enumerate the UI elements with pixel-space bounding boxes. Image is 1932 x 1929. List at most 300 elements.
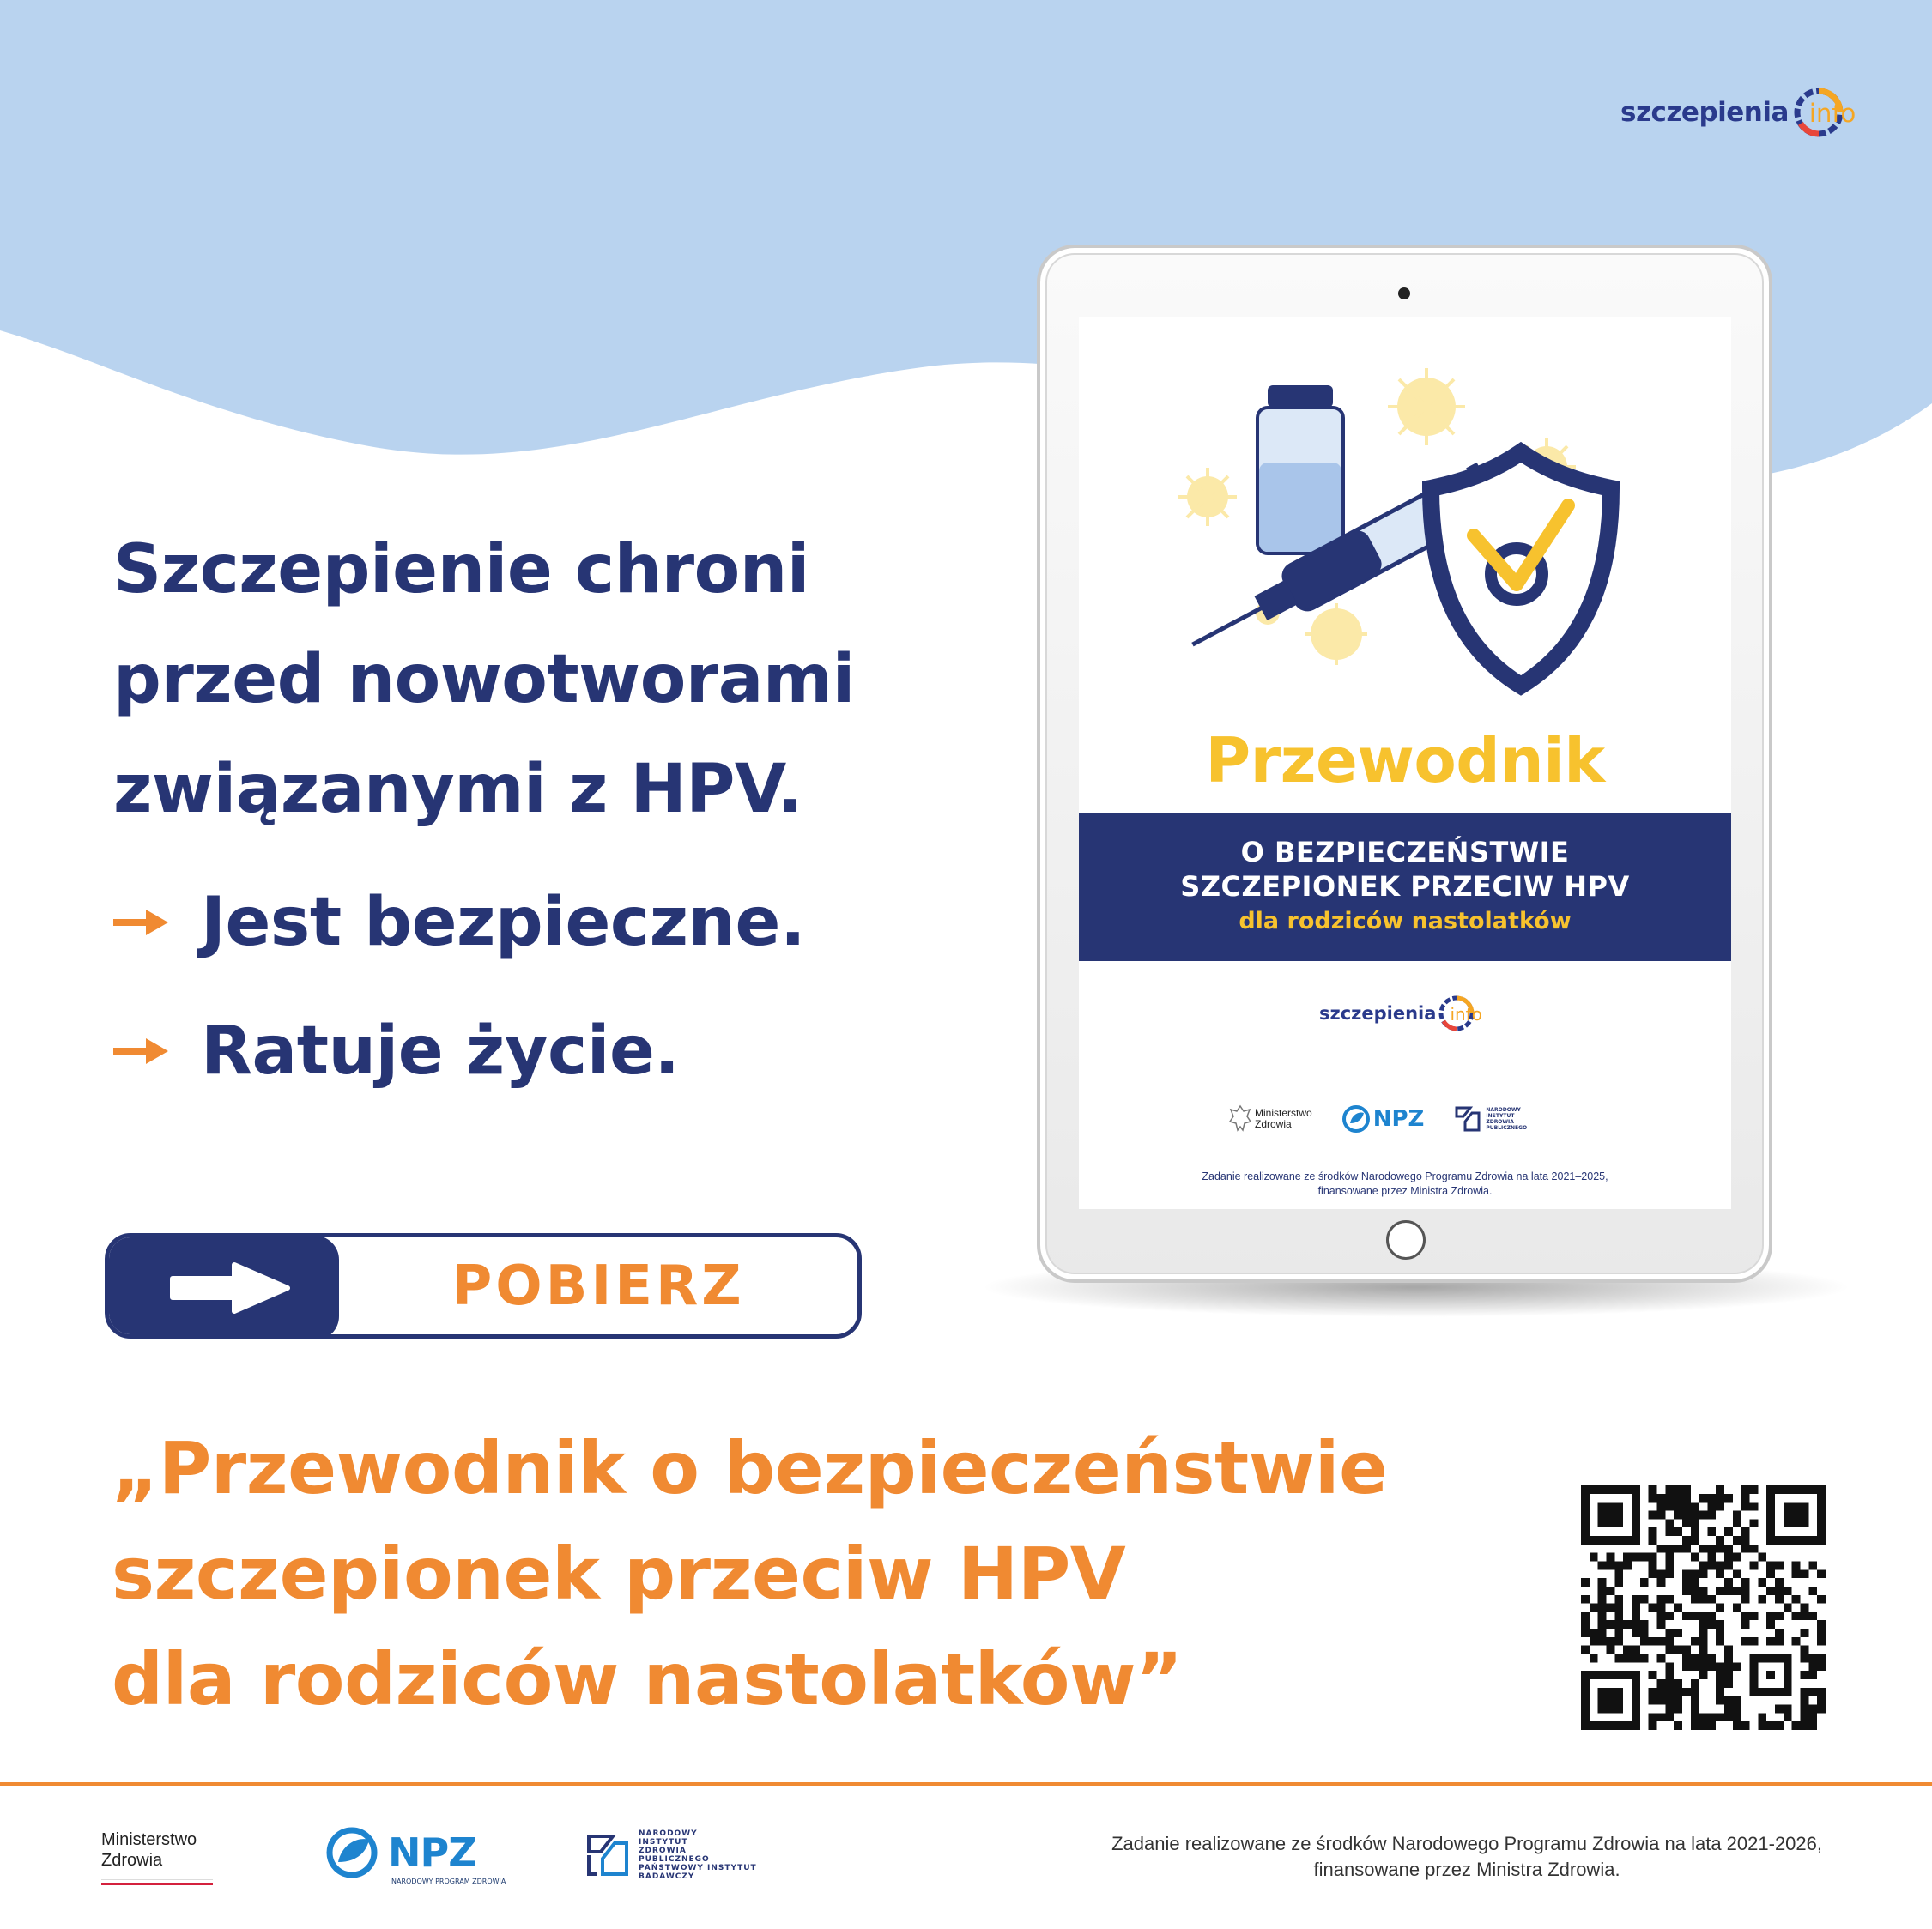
qr-module: [1775, 1587, 1784, 1595]
qr-module: [1741, 1595, 1750, 1604]
qr-module: [1750, 1612, 1759, 1620]
screen-mz-line-2: Zdrowia: [1255, 1118, 1292, 1130]
qr-module: [1674, 1545, 1682, 1553]
qr-module: [1716, 1536, 1724, 1545]
qr-module: [1649, 1561, 1657, 1569]
screen-partner-logos: [1229, 1104, 1527, 1134]
qr-module: [1614, 1612, 1623, 1620]
funding-note-line-1: Zadanie realizowane ze środków Narodowego Programu Zdrowia na lata 2021-2026,: [1111, 1833, 1822, 1854]
qr-module: [1817, 1696, 1826, 1705]
qr-module: [1665, 1646, 1674, 1654]
qr-module: [1775, 1612, 1784, 1620]
qr-module: [1649, 1604, 1657, 1612]
qr-module: [1699, 1637, 1708, 1646]
qr-module: [1674, 1510, 1682, 1519]
vaccine-shield-illustration: [1156, 360, 1637, 720]
qr-module: [1674, 1494, 1682, 1503]
qr-module: [1674, 1503, 1682, 1511]
nizp-emblem-icon: [1453, 1104, 1482, 1134]
npz-logo[interactable]: [324, 1826, 506, 1885]
qr-module: [1699, 1662, 1708, 1671]
qr-module: [1699, 1721, 1708, 1730]
headline: [113, 515, 937, 844]
qr-module: [1707, 1662, 1716, 1671]
qr-module: [1792, 1569, 1801, 1578]
qr-module: [1598, 1595, 1607, 1604]
qr-module: [1656, 1679, 1665, 1688]
screen-ministerstwo-zdrowia-logo: [1229, 1104, 1312, 1134]
qr-module: [1665, 1553, 1674, 1562]
qr-module: [1665, 1696, 1674, 1705]
qr-module: [1632, 1629, 1640, 1637]
qr-module: [1716, 1503, 1724, 1511]
qr-module: [1606, 1637, 1614, 1646]
qr-module: [1733, 1569, 1741, 1578]
qr-module: [1632, 1553, 1640, 1562]
qr-module: [1707, 1721, 1716, 1730]
qr-module: [1581, 1578, 1590, 1587]
qr-module: [1674, 1604, 1682, 1612]
polish-flag-stripe: [101, 1879, 213, 1885]
qr-module: [1775, 1595, 1784, 1604]
qr-module: [1716, 1713, 1724, 1721]
arrow-right-icon: [113, 908, 170, 937]
screen-nizp-logo: [1453, 1104, 1527, 1134]
qr-module: [1808, 1654, 1817, 1663]
nizp-logo[interactable]: [584, 1829, 757, 1881]
qr-module: [1801, 1713, 1809, 1721]
qr-module: [1817, 1637, 1826, 1646]
qr-module: [1691, 1713, 1699, 1721]
qr-module: [1750, 1545, 1759, 1553]
qr-module: [1741, 1612, 1750, 1620]
npz-emblem-icon: [1341, 1104, 1371, 1134]
qr-module: [1741, 1578, 1750, 1587]
qr-module: [1750, 1485, 1759, 1494]
qr-module: [1632, 1612, 1640, 1620]
qr-module: [1733, 1721, 1741, 1730]
qr-module: [1792, 1595, 1801, 1604]
qr-module: [1716, 1587, 1724, 1595]
qr-module: [1699, 1595, 1708, 1604]
qr-module: [1724, 1578, 1733, 1587]
qr-module: [1784, 1587, 1792, 1595]
qr-module: [1817, 1662, 1826, 1671]
qr-module: [1656, 1569, 1665, 1578]
qr-module: [1707, 1494, 1716, 1503]
qr-module: [1716, 1662, 1724, 1671]
download-button-icon-pill: [107, 1236, 339, 1339]
qr-code[interactable]: [1581, 1485, 1826, 1730]
download-button[interactable]: [105, 1233, 862, 1339]
qr-module: [1656, 1637, 1665, 1646]
qr-module: [1766, 1637, 1775, 1646]
qr-module: [1691, 1553, 1699, 1562]
qr-module: [1649, 1569, 1657, 1578]
qr-module: [1741, 1527, 1750, 1536]
qr-module: [1741, 1587, 1750, 1595]
qr-module: [1656, 1620, 1665, 1629]
screen-funding-note-line-2: finansowane przez Ministra Zdrowia.: [1317, 1185, 1493, 1197]
qr-module: [1682, 1510, 1691, 1519]
qr-module: [1724, 1527, 1733, 1536]
qr-module: [1716, 1485, 1724, 1494]
qr-module: [1682, 1536, 1691, 1545]
footer-divider: [0, 1782, 1932, 1786]
tablet-mockup: [1037, 245, 1772, 1283]
qr-module: [1614, 1620, 1623, 1629]
qr-module: [1707, 1503, 1716, 1511]
qr-module: [1623, 1646, 1632, 1654]
qr-module: [1766, 1721, 1775, 1730]
qr-module: [1707, 1527, 1716, 1536]
qr-module: [1674, 1705, 1682, 1714]
qr-module: [1656, 1713, 1665, 1721]
qr-module: [1699, 1561, 1708, 1569]
qr-module: [1665, 1569, 1674, 1578]
qr-module: [1733, 1662, 1741, 1671]
qr-module: [1741, 1536, 1750, 1545]
qr-module: [1775, 1637, 1784, 1646]
qr-module: [1801, 1604, 1809, 1612]
qr-module: [1665, 1671, 1674, 1679]
qr-module: [1665, 1612, 1674, 1620]
qr-module: [1649, 1485, 1657, 1494]
qr-module: [1817, 1620, 1826, 1629]
qr-module: [1632, 1620, 1640, 1629]
qr-module: [1733, 1519, 1741, 1527]
qr-module: [1724, 1553, 1733, 1562]
qr-module: [1691, 1688, 1699, 1696]
ministerstwo-zdrowia-logo[interactable]: [101, 1829, 213, 1885]
qr-module: [1691, 1519, 1699, 1527]
qr-module: [1716, 1671, 1724, 1679]
qr-module: [1801, 1612, 1809, 1620]
qr-module: [1741, 1721, 1750, 1730]
qr-module: [1665, 1561, 1674, 1569]
guide-title-quote: [112, 1416, 1388, 1732]
qr-module: [1817, 1629, 1826, 1637]
screen-logo-info: info: [1450, 1004, 1482, 1025]
qr-module: [1656, 1545, 1665, 1553]
eagle-emblem-icon: [1229, 1104, 1251, 1134]
qr-module: [1581, 1620, 1590, 1629]
qr-module: [1691, 1578, 1699, 1587]
qr-module: [1598, 1637, 1607, 1646]
qr-module: [1733, 1510, 1741, 1519]
qr-module: [1724, 1654, 1733, 1663]
qr-module: [1801, 1654, 1809, 1663]
qr-module: [1665, 1713, 1674, 1721]
qr-module: [1724, 1671, 1733, 1679]
qr-module: [1656, 1654, 1665, 1663]
qr-module: [1808, 1688, 1817, 1696]
qr-module: [1716, 1545, 1724, 1553]
qr-module: [1598, 1629, 1607, 1637]
qr-module: [1649, 1696, 1657, 1705]
qr-module: [1665, 1688, 1674, 1696]
qr-module: [1733, 1553, 1741, 1562]
mz-line-2: Zdrowia: [101, 1851, 163, 1870]
qr-module: [1801, 1721, 1809, 1730]
qr-module: [1792, 1612, 1801, 1620]
qr-module: [1733, 1705, 1741, 1714]
qr-module: [1766, 1561, 1775, 1569]
qr-module: [1606, 1604, 1614, 1612]
qr-module: [1707, 1612, 1716, 1620]
qr-module: [1656, 1688, 1665, 1696]
qr-module: [1598, 1604, 1607, 1612]
npz-subtitle: NARODOWY PROGRAM ZDROWIA: [391, 1878, 506, 1885]
qr-module: [1741, 1503, 1750, 1511]
qr-module: [1691, 1536, 1699, 1545]
qr-module: [1682, 1612, 1691, 1620]
qr-module: [1649, 1721, 1657, 1730]
qr-module: [1598, 1561, 1607, 1569]
qr-module: [1716, 1620, 1724, 1629]
qr-module: [1665, 1503, 1674, 1511]
qr-module: [1817, 1705, 1826, 1714]
qr-module: [1598, 1587, 1607, 1595]
qr-module: [1691, 1503, 1699, 1511]
qr-module: [1674, 1629, 1682, 1637]
qr-module: [1808, 1721, 1817, 1730]
qr-module: [1632, 1595, 1640, 1604]
qr-module: [1758, 1553, 1766, 1562]
qr-module: [1606, 1553, 1614, 1562]
guide-subtitle-line-1: O BEZPIECZEŃSTWIE: [1240, 836, 1570, 868]
qr-module: [1801, 1705, 1809, 1714]
qr-module: [1750, 1637, 1759, 1646]
qr-module: [1682, 1569, 1691, 1578]
qr-module: [1632, 1646, 1640, 1654]
qr-module: [1775, 1578, 1784, 1587]
qr-module: [1775, 1561, 1784, 1569]
qr-module: [1691, 1510, 1699, 1519]
qr-module: [1691, 1696, 1699, 1705]
qr-module: [1640, 1553, 1649, 1562]
qr-module: [1801, 1569, 1809, 1578]
qr-module: [1590, 1629, 1598, 1637]
npz-emblem-icon: [324, 1826, 383, 1879]
qr-module: [1682, 1519, 1691, 1527]
qr-module: [1699, 1510, 1708, 1519]
qr-module: [1724, 1662, 1733, 1671]
qr-module: [1758, 1721, 1766, 1730]
headline-line-1: Szczepienie chroni: [113, 531, 809, 608]
qr-module: [1649, 1510, 1657, 1519]
tablet-screen-guide-cover[interactable]: [1079, 317, 1731, 1209]
qr-module: [1724, 1713, 1733, 1721]
qr-module: [1581, 1629, 1590, 1637]
qr-module: [1656, 1494, 1665, 1503]
qr-module: [1699, 1569, 1708, 1578]
qr-module: [1801, 1696, 1809, 1705]
qr-module: [1691, 1721, 1699, 1730]
qr-module: [1665, 1679, 1674, 1688]
quote-line-1: „Przewodnik o bezpieczeństwie: [112, 1426, 1388, 1510]
qr-module: [1674, 1646, 1682, 1654]
qr-module: [1691, 1637, 1699, 1646]
qr-module: [1699, 1612, 1708, 1620]
qr-module: [1733, 1604, 1741, 1612]
qr-module: [1606, 1587, 1614, 1595]
guide-subtitle-line-3: dla rodziców nastolatków: [1239, 908, 1572, 934]
qr-module: [1699, 1587, 1708, 1595]
qr-module: [1590, 1604, 1598, 1612]
qr-module: [1741, 1485, 1750, 1494]
qr-module: [1758, 1578, 1766, 1587]
qr-module: [1691, 1662, 1699, 1671]
logo-text: szczepienia: [1620, 97, 1789, 128]
qr-module: [1614, 1595, 1623, 1604]
qr-module: [1758, 1713, 1766, 1721]
qr-module: [1808, 1671, 1817, 1679]
qr-module: [1640, 1620, 1649, 1629]
qr-module: [1733, 1713, 1741, 1721]
qr-module: [1724, 1679, 1733, 1688]
qr-module: [1733, 1587, 1741, 1595]
qr-module: [1590, 1553, 1598, 1562]
qr-module: [1614, 1654, 1623, 1663]
npz-text: NPZ: [388, 1829, 476, 1876]
qr-module: [1649, 1637, 1657, 1646]
qr-module: [1614, 1629, 1623, 1637]
bullet-item: [113, 1013, 680, 1090]
bullet-item: [113, 884, 805, 961]
qr-module: [1581, 1612, 1590, 1620]
qr-module: [1707, 1654, 1716, 1663]
screen-nizp-text: NARODOWY INSTYTUT ZDROWIA PUBLICZNEGO: [1486, 1107, 1528, 1131]
qr-module: [1801, 1646, 1809, 1654]
qr-module: [1775, 1721, 1784, 1730]
qr-module: [1682, 1662, 1691, 1671]
qr-module: [1665, 1527, 1674, 1536]
szczepienia-info-logo[interactable]: [1620, 74, 1856, 151]
quote-line-2: szczepionek przeciw HPV: [112, 1532, 1126, 1616]
qr-module: [1682, 1578, 1691, 1587]
qr-module: [1801, 1688, 1809, 1696]
qr-module: [1699, 1545, 1708, 1553]
qr-module: [1623, 1620, 1632, 1629]
qr-module: [1606, 1561, 1614, 1569]
qr-module: [1699, 1654, 1708, 1663]
qr-module: [1623, 1654, 1632, 1663]
screen-npz-logo: [1341, 1104, 1425, 1134]
qr-module: [1801, 1629, 1809, 1637]
qr-module: [1640, 1654, 1649, 1663]
qr-module: [1808, 1713, 1817, 1721]
qr-module: [1640, 1578, 1649, 1587]
mz-line-1: Ministerstwo: [101, 1830, 197, 1849]
qr-module: [1656, 1696, 1665, 1705]
qr-module: [1733, 1536, 1741, 1545]
arrow-right-icon: [113, 1037, 170, 1066]
download-button-label: POBIERZ: [451, 1254, 745, 1318]
qr-module: [1649, 1494, 1657, 1503]
logo-info: info: [1808, 99, 1856, 128]
qr-module: [1817, 1688, 1826, 1696]
qr-module: [1699, 1620, 1708, 1629]
qr-module: [1590, 1637, 1598, 1646]
qr-module: [1649, 1688, 1657, 1696]
qr-module: [1808, 1612, 1817, 1620]
qr-module: [1716, 1629, 1724, 1637]
qr-module: [1691, 1527, 1699, 1536]
qr-module: [1581, 1646, 1590, 1654]
qr-module: [1649, 1553, 1657, 1562]
qr-module: [1674, 1485, 1682, 1494]
qr-module: [1741, 1637, 1750, 1646]
qr-module: [1640, 1637, 1649, 1646]
qr-module: [1741, 1494, 1750, 1503]
qr-module: [1665, 1595, 1674, 1604]
qr-module: [1656, 1612, 1665, 1620]
guide-subtitle-band: [1079, 813, 1731, 961]
qr-module: [1682, 1646, 1691, 1654]
qr-module: [1801, 1671, 1809, 1679]
qr-module: [1665, 1705, 1674, 1714]
qr-module: [1716, 1604, 1724, 1612]
qr-module: [1665, 1519, 1674, 1527]
screen-funding-note-line-1: Zadanie realizowane ze środków Narodowego Programu Zdrowia na lata 2021–2025,: [1202, 1170, 1608, 1182]
funding-note: [1111, 1831, 1822, 1883]
qr-module: [1707, 1553, 1716, 1562]
qr-module: [1808, 1662, 1817, 1671]
screen-mz-line-1: Ministerstwo: [1255, 1107, 1312, 1119]
logo-ring-icon: [1438, 995, 1482, 1032]
qr-module: [1758, 1595, 1766, 1604]
qr-module: [1707, 1510, 1716, 1519]
qr-module: [1674, 1696, 1682, 1705]
qr-module: [1614, 1569, 1623, 1578]
screen-npz-text: NPZ: [1372, 1106, 1425, 1132]
qr-module: [1656, 1595, 1665, 1604]
qr-module: [1724, 1587, 1733, 1595]
qr-module: [1733, 1696, 1741, 1705]
qr-module: [1724, 1705, 1733, 1714]
qr-module: [1674, 1527, 1682, 1536]
qr-module: [1682, 1545, 1691, 1553]
qr-module: [1632, 1654, 1640, 1663]
headline-line-2: przed nowotworami: [113, 641, 855, 718]
qr-module: [1691, 1569, 1699, 1578]
nizp-text: NARODOWY INSTYTUT ZDROWIA PUBLICZNEGO PAŃSTWOWY INSTYTUT BADAWCZY: [639, 1829, 757, 1881]
qr-module: [1606, 1646, 1614, 1654]
qr-module: [1817, 1569, 1826, 1578]
qr-module: [1656, 1604, 1665, 1612]
qr-module: [1623, 1561, 1632, 1569]
qr-module: [1707, 1713, 1716, 1721]
screen-logo-text: szczepienia: [1319, 1003, 1437, 1024]
qr-module: [1682, 1688, 1691, 1696]
qr-module: [1691, 1587, 1699, 1595]
qr-module: [1665, 1485, 1674, 1494]
qr-module: [1590, 1654, 1598, 1663]
qr-module: [1724, 1561, 1733, 1569]
qr-module: [1656, 1510, 1665, 1519]
qr-module: [1614, 1578, 1623, 1587]
qr-module: [1665, 1545, 1674, 1553]
qr-module: [1784, 1604, 1792, 1612]
qr-module: [1691, 1705, 1699, 1714]
qr-module: [1656, 1503, 1665, 1511]
qr-module: [1724, 1494, 1733, 1503]
qr-module: [1707, 1545, 1716, 1553]
nizp-emblem-icon: [584, 1831, 632, 1879]
qr-module: [1674, 1721, 1682, 1730]
qr-module: [1775, 1629, 1784, 1637]
